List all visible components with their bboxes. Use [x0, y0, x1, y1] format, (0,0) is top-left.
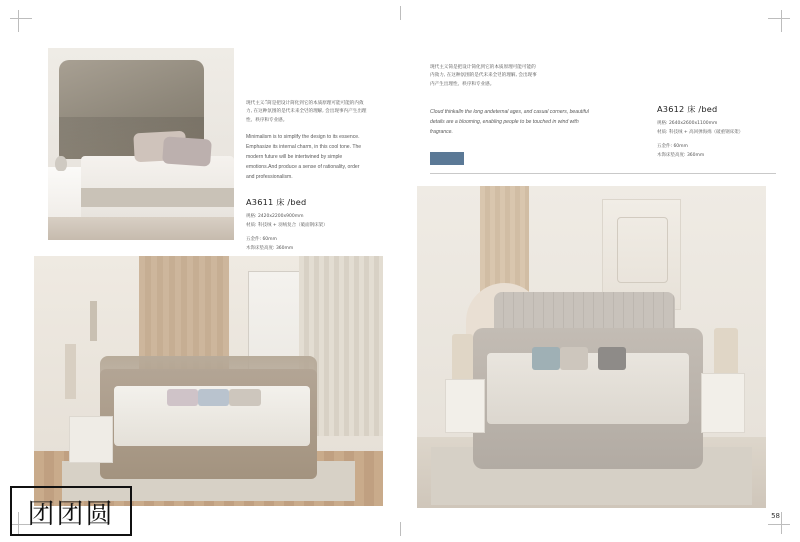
photo-pillow	[598, 347, 626, 370]
page-number: 58	[771, 512, 780, 520]
photo-nightstand	[701, 373, 745, 433]
center-fold-tick-top	[400, 6, 401, 20]
left-paragraph-english: Minimalism is to simplify the design to its essence. Emphasize its internal charm, in this cool tone. The modern future will be intertwined by simple emotions.And produce a sense of rationality, order and professionalism.	[246, 134, 362, 181]
photo-bedroom-left	[34, 256, 383, 506]
right-product-code: A3612 床 /bed	[657, 104, 718, 114]
right-spec-frame: 木饰床垫高度: 360mm	[657, 152, 705, 158]
brand-logo: 团团圆	[10, 486, 132, 536]
left-product-code: A3611 床 /bed	[246, 197, 307, 208]
right-paragraph-chinese: 现代主义简是把设计简化到它的本质原理可能可能的内敛力, 在这种氛围的是代未来全던的理解, 会出现事内产生出理性、秩序和专业感。	[430, 65, 537, 87]
photo-pillow	[560, 347, 588, 370]
right-product-info	[657, 104, 787, 160]
right-paragraph-english: Cloud thinkalln the long andeternal ages, and casual corners, beautiful details are a blooming, enabling people to be touched in wind with fragrance.	[430, 109, 589, 135]
photo-throw-blanket	[81, 188, 234, 207]
photo-nightstand	[445, 379, 485, 433]
photo-table-lamp	[714, 328, 738, 373]
photo-bed-detail-topleft	[48, 48, 234, 240]
left-paragraph-chinese: 现代主义ँ简是把设计简化到它的本质原理可能可能的内敛力, 在这种氛围的是代未来全던的理解, 会出现事内产生出理性、秩序和专业感。	[246, 101, 367, 123]
right-spec-hardware: 五金件: 60mm	[657, 144, 688, 150]
left-spec-size: 规格: 2420x2200x900mm	[246, 214, 304, 220]
accent-color-swatch	[430, 152, 464, 165]
photo-pillow	[532, 347, 560, 370]
left-text-column	[246, 100, 368, 253]
right-text-column-chinese	[430, 64, 538, 89]
photo-pillow	[198, 389, 229, 407]
photo-mattress	[487, 353, 689, 424]
photo-floor-lamp	[65, 344, 75, 399]
photo-pillow	[162, 137, 212, 167]
right-spec-size: 规格: 2640x2600x1100mm	[657, 121, 718, 126]
left-spec-frame: 木饰床垫高度: 360mm	[246, 245, 294, 251]
horizontal-divider	[430, 173, 776, 174]
photo-table-lamp	[452, 334, 473, 379]
right-spec-material: 材质: 科技绒 + 高回弹海绵（破重钢床架）	[657, 129, 744, 135]
photo-pendant-lamp	[90, 301, 97, 341]
center-fold-tick-bottom	[400, 522, 401, 536]
left-spec-hardware: 五金件: 60mm	[246, 237, 277, 243]
photo-pillow	[167, 389, 198, 407]
photo-floor	[48, 217, 234, 240]
right-text-column-english	[430, 108, 590, 138]
photo-nightstand	[69, 416, 113, 463]
photo-pillow	[229, 389, 260, 407]
photo-bedroom-right	[417, 186, 766, 508]
left-spec-material: 材质: 科技绒 + 羽绒复合（破面钢床架）	[246, 222, 328, 228]
photo-vase	[55, 156, 66, 171]
